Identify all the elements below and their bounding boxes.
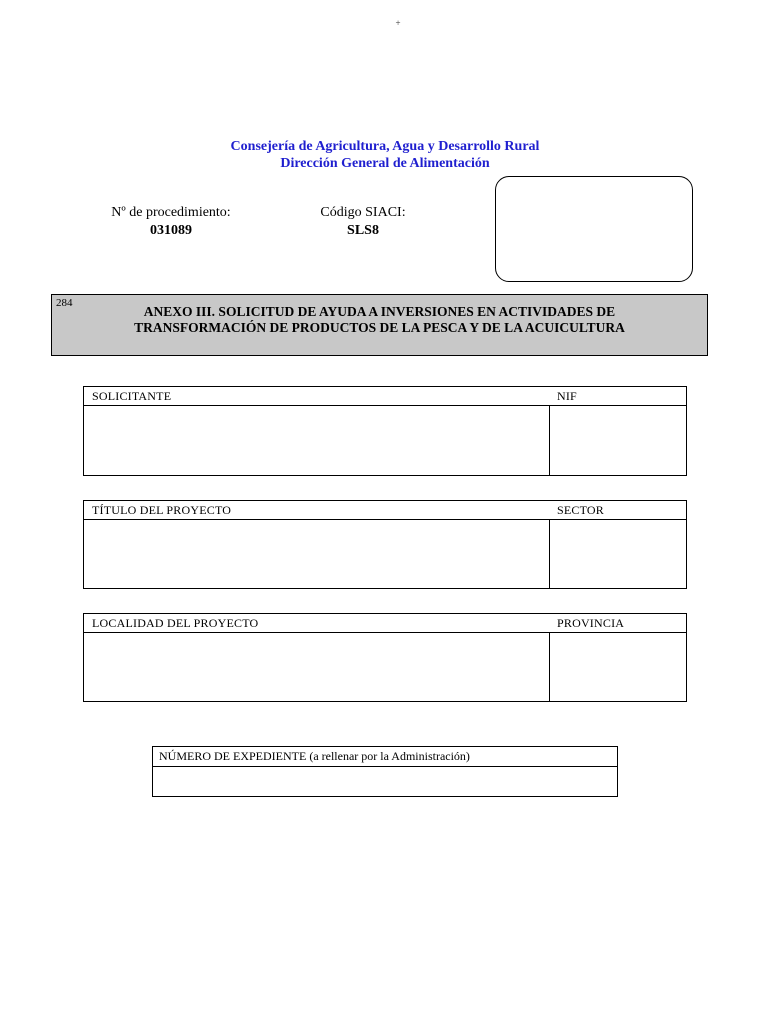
top-mark: + xyxy=(395,18,401,28)
applicant-header-row xyxy=(84,387,686,406)
file-number-section xyxy=(152,746,618,797)
procedure-label: Nº de procedimiento: xyxy=(111,205,231,220)
file-number-field[interactable] xyxy=(153,767,617,796)
file-number-header-row xyxy=(153,747,617,767)
annex-title xyxy=(52,304,707,336)
header-directorate: Dirección General de Alimentación xyxy=(280,156,490,171)
province-field[interactable] xyxy=(550,633,686,701)
province-label: PROVINCIA xyxy=(557,616,625,630)
procedure-number: 031089 xyxy=(150,223,192,238)
project-location-header-row xyxy=(84,614,686,633)
siaci-code: SLS8 xyxy=(347,223,379,238)
siaci-label: Código SIACI: xyxy=(320,205,406,220)
nif-label: NIF xyxy=(557,389,577,403)
project-location-field[interactable] xyxy=(84,633,549,701)
project-title-section xyxy=(83,500,687,589)
annex-title-line-1: ANEXO III. SOLICITUD DE AYUDA A INVERSIONES EN ACTIVIDADES DE xyxy=(143,304,616,319)
applicant-section xyxy=(83,386,687,476)
sector-label: SECTOR xyxy=(557,503,604,517)
project-title-header-row xyxy=(84,501,686,520)
annex-title-box xyxy=(51,294,708,356)
applicant-field[interactable] xyxy=(84,406,549,475)
registry-stamp-box xyxy=(495,176,693,282)
project-title-label: TÍTULO DEL PROYECTO xyxy=(92,503,232,517)
nif-field[interactable] xyxy=(550,406,686,475)
file-number-label: NÚMERO DE EXPEDIENTE (a rellenar por la Administración) xyxy=(159,749,470,763)
project-title-field[interactable] xyxy=(84,520,549,588)
applicant-label: SOLICITANTE xyxy=(92,389,172,403)
project-location-section xyxy=(83,613,687,702)
annex-title-line-2: TRANSFORMACIÓN DE PRODUCTOS DE LA PESCA Y DE LA ACUICULTURA xyxy=(134,320,625,335)
header-ministry: Consejería de Agricultura, Agua y Desarrollo Rural xyxy=(230,139,540,154)
sector-field[interactable] xyxy=(550,520,686,588)
annex-code: 284 xyxy=(56,297,73,309)
project-location-label: LOCALIDAD DEL PROYECTO xyxy=(92,616,259,630)
